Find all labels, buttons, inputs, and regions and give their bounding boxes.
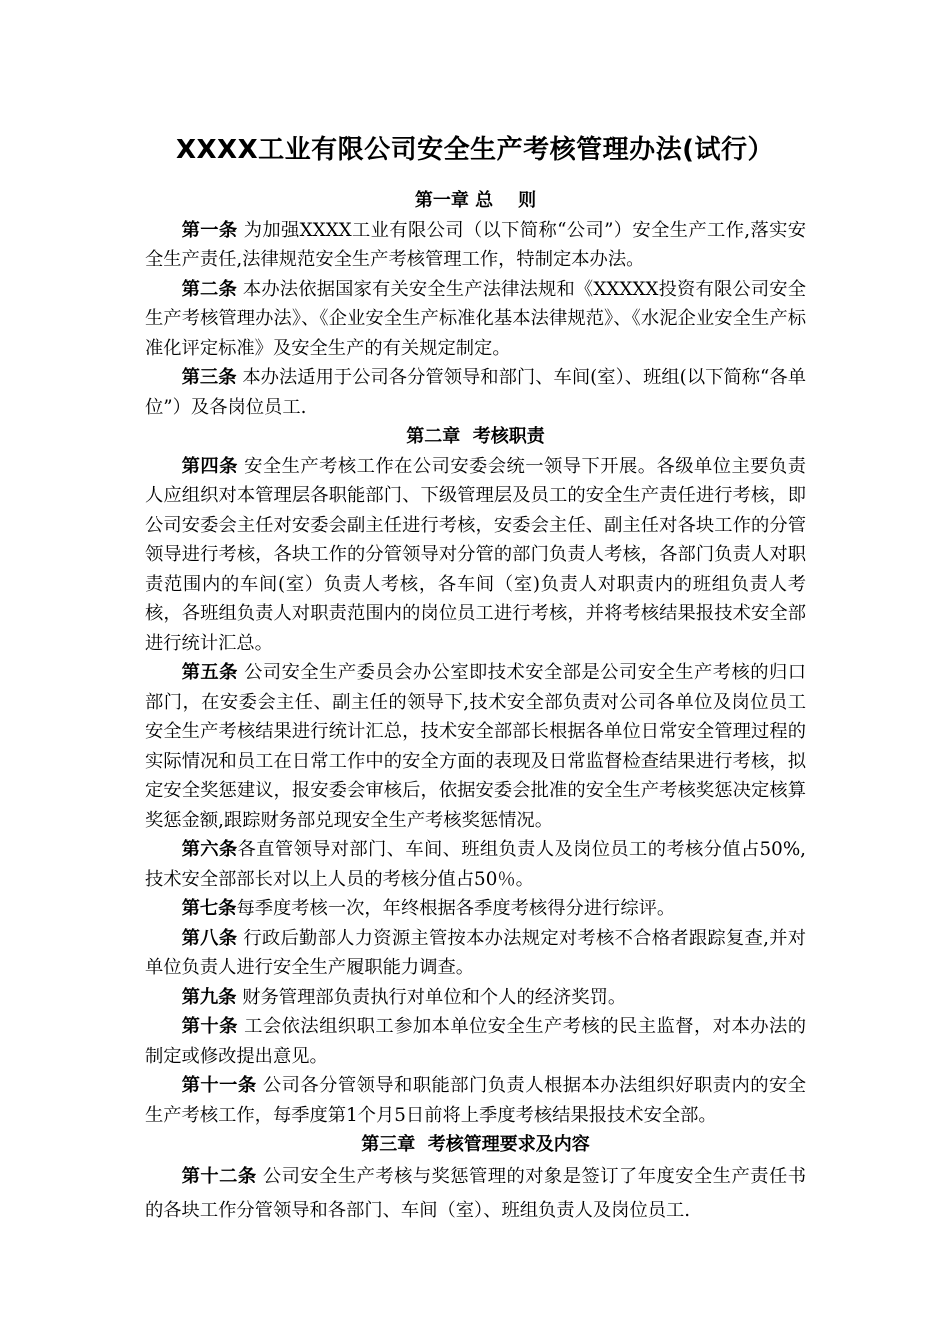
article-text: 每季度考核一次，年终根据各季度考核得分进行综评。 — [236, 898, 676, 919]
article-paragraph — [145, 216, 806, 275]
article-label: 第七条 — [181, 898, 237, 919]
article-paragraph — [145, 983, 806, 1013]
article-text: 为加强XXXX工业有限公司（以下简称“公司”）安全生产工作,落实安全生产责任,法律规范安全生产考核管理工作，特制定本办法。 — [145, 219, 807, 270]
article-text: 本办法适用于公司各分管领导和部门、车间(室）、班组(以下简称“各单位”）及各岗位员工. — [145, 367, 807, 418]
article-label: 第五条 — [181, 662, 238, 683]
article-paragraph — [145, 1071, 806, 1130]
article-paragraph — [145, 1012, 806, 1071]
article-label: 第十条 — [181, 1016, 238, 1037]
article-label: 第八条 — [181, 927, 238, 949]
article-text: 工会依法组织职工参加本单位安全生产考核的民主监督，对本办法的制定或修改提出意见。 — [145, 1016, 807, 1067]
article-label: 第二条 — [181, 278, 237, 300]
article-label: 第一条 — [181, 219, 238, 241]
article-paragraph — [145, 658, 806, 835]
article-paragraph — [145, 894, 806, 924]
chapter-heading: 第二章 考核职责 — [406, 426, 545, 447]
article-paragraph — [145, 363, 806, 422]
chapter-heading: 第三章 考核管理要求及内容 — [361, 1134, 590, 1155]
article-text: 各直管领导对部门、车间、班组负责人及岗位员工的考核分值占50%,技术安全部部长对以上人员的考核分值占50％。 — [145, 839, 806, 890]
article-label: 第三条 — [181, 367, 237, 388]
article-paragraph — [145, 835, 806, 894]
article-text: 财务管理部负责执行对单位和个人的经济奖罚。 — [236, 986, 627, 1008]
article-paragraph — [145, 275, 806, 364]
document-body — [145, 186, 806, 1228]
article-paragraph — [145, 1160, 806, 1228]
article-label: 第十二条 — [181, 1165, 257, 1187]
document-title: XXXX工业有限公司安全生产考核管理办法(试行） — [175, 135, 775, 165]
article-paragraph — [145, 452, 806, 659]
chapter-heading: 第一章 总 则 — [414, 190, 537, 211]
article-label: 第九条 — [181, 986, 237, 1008]
article-text: 公司各分管领导和职能部门负责人根据本办法组织好职责内的安全生产考核工作，每季度第1个月5日前将上季度考核结果报技术安全部。 — [145, 1075, 807, 1126]
article-label: 第四条 — [181, 455, 238, 477]
article-text: 公司安全生产委员会办公室即技术安全部是公司安全生产考核的归口部门，在安委会主任、副主任的领导下,技术安全部负责对公司各单位及岗位员工安全生产考核结果进行统计汇总，技术安全部部长根据各单位日常安全管理过程的实际情况和员工在日常工作中的安全方面的表现及日常监督检查结果进行考核，拟定安全奖惩建议，报安委会审核后，依据安委会批准的安全生产考核奖惩决定核算奖惩金额,跟踪财务部兑现安全生产考核奖惩情况。 — [145, 662, 807, 831]
article-text: 本办法依据国家有关安全生产法律法规和《XXXXX投资有限公司安全生产考核管理办法》、《企业安全生产标准化基本法律规范》、《水泥企业安全生产标准化评定标准》及安全生产的有关规定制定。 — [145, 278, 807, 359]
article-label: 第六条 — [181, 839, 238, 860]
article-text: 公司安全生产考核与奖惩管理的对象是签订了年度安全生产责任书的各块工作分管领导和各部门、车间（室）、班组负责人及岗位员工. — [145, 1165, 807, 1221]
article-text: 行政后勤部人力资源主管按本办法规定对考核不合格者跟踪复查,并对单位负责人进行安全生产履职能力调查。 — [145, 927, 807, 978]
article-paragraph — [145, 924, 806, 983]
article-text: 安全生产考核工作在公司安委会统一领导下开展。各级单位主要负责人应组织对本管理层各职能部门、下级管理层及员工的安全生产责任进行考核，即公司安委会主任对安委会副主任进行考核，安委会主任、副主任对各块工作的分管领导进行考核，各块工作的分管领导对分管的部门负责人考核，各部门负责人对职责范围内的车间(室）负责人考核，各车间（室)负责人对职责内的班组负责人考核，各班组负责人对职责范围内的岗位员工进行考核，并将考核结果报技术安全部进行统计汇总。 — [145, 455, 807, 654]
article-label: 第十一条 — [181, 1075, 257, 1096]
